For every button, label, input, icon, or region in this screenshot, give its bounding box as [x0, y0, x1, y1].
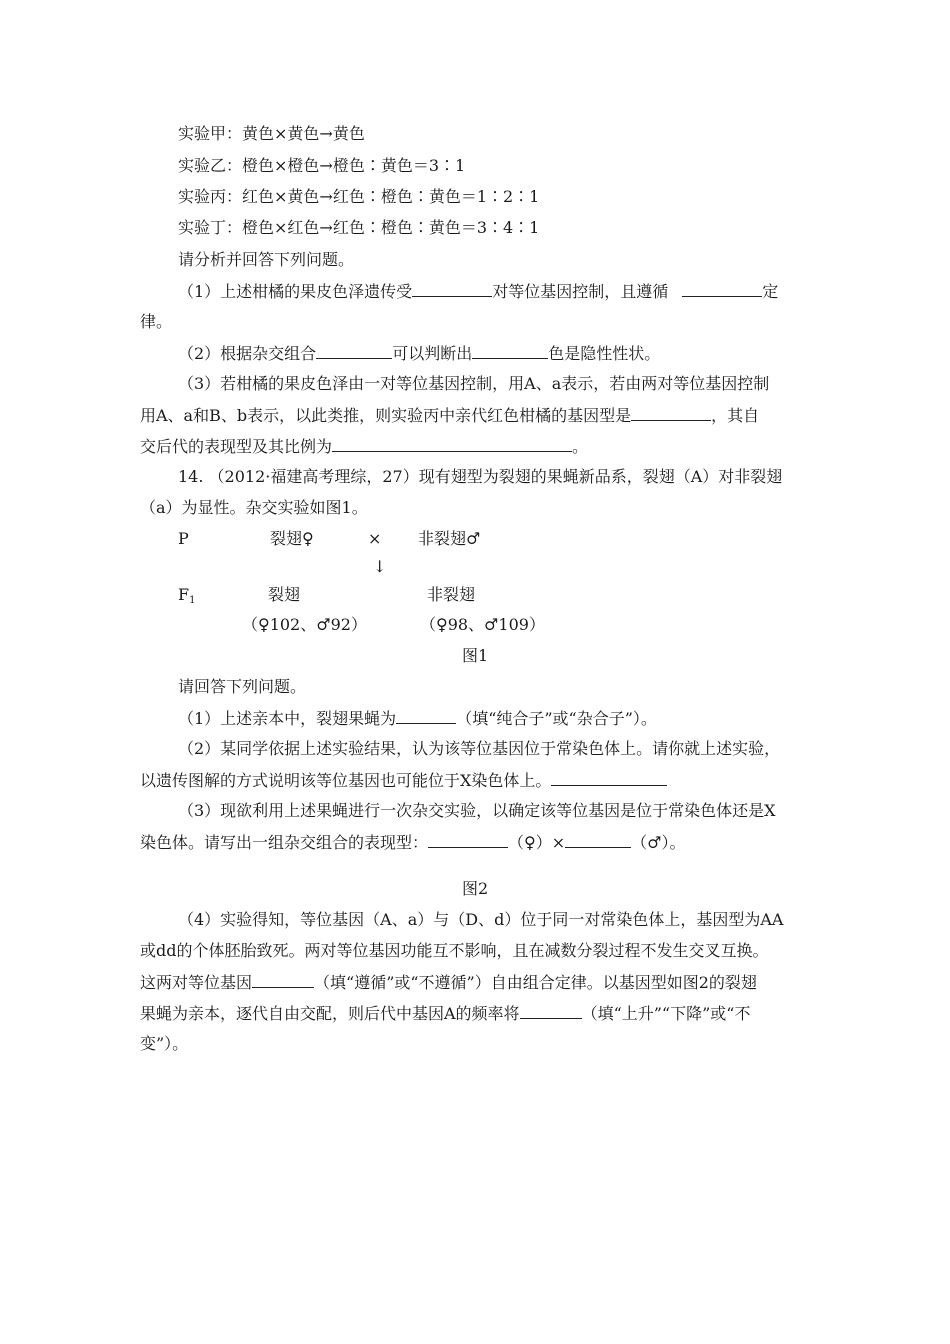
- q14-part4-line3: [140, 972, 757, 993]
- q14-line2: （a）为显性。杂交实验如图1。: [140, 498, 368, 517]
- answer-blank[interactable]: [428, 832, 508, 848]
- answer-blank[interactable]: [396, 708, 456, 724]
- q14-part4-text-d: （填“上升”“下降”或“不: [581, 1004, 751, 1023]
- answer-blank[interactable]: [332, 436, 572, 452]
- answer-blank[interactable]: [565, 832, 631, 848]
- experiment-jia: 实验甲：黄色×黄色→黄色: [178, 124, 365, 143]
- q14-part1-text-a: （1）上述亲本中，裂翅果蝇为: [178, 709, 397, 728]
- cross-f1-nonwinged: 非裂翅: [427, 585, 476, 604]
- q13-part1-text-b: 对等位基因控制，且遵循: [492, 282, 669, 301]
- q13-part3-line1: （3）若柑橘的果皮色泽由一对等位基因控制，用A、a表示，若由两对等位基因控制: [178, 374, 770, 393]
- q13-part1-text-c: 定: [762, 282, 779, 301]
- q14-part4-line4: [140, 1003, 750, 1024]
- q14-part4-text-c: 果蝇为亲本，逐代自由交配，则后代中基因A的频率将: [140, 1004, 520, 1023]
- q13-part2-text-b: 可以判断出: [392, 344, 473, 363]
- f1-letter: F: [178, 585, 190, 604]
- q14-part2-line2: [140, 770, 667, 791]
- q13-part3-text-d: 。: [572, 437, 589, 456]
- q14-part2-text: 以遗传图解的方式说明该等位基因也可能位于X染色体上。: [140, 771, 552, 790]
- answer-blank[interactable]: [252, 972, 314, 988]
- answer-blank[interactable]: [520, 1003, 582, 1019]
- cross-p-female: 裂翅♀: [270, 529, 314, 548]
- q14-part1: [178, 708, 657, 729]
- q14-part2-line1: （2）某同学依据上述实验结果，认为该等位基因位于常染色体上。请你就上述实验，: [178, 739, 781, 758]
- q14-part3-text-b: （♀）×: [508, 833, 566, 852]
- q14-part4-text-a: 这两对等位基因: [140, 973, 253, 992]
- figure1-caption: 图1: [462, 646, 489, 665]
- q14-part1-text-b: （填“纯合子”或“杂合子”）。: [456, 709, 657, 728]
- experiment-bing: 实验丙：红色×黄色→红色∶橙色∶黄色＝1∶2∶1: [178, 187, 540, 206]
- figure2-caption: 图2: [462, 879, 489, 898]
- q14-line1: 14. （2012·福建高考理综，27）现有翅型为裂翅的果蝇新品系，裂翅（A）对非裂翅: [178, 467, 783, 486]
- answer-blank[interactable]: [412, 281, 492, 297]
- cross-f1-nonwinged-counts: （♀98、♂109）: [420, 615, 545, 634]
- q13-part2-text-c: 色是隐性性状。: [548, 344, 661, 363]
- answer-blank[interactable]: [682, 281, 762, 297]
- q14-part3-line2: [140, 832, 685, 853]
- q13-part2: [178, 343, 660, 364]
- q13-part1-cont: 律。: [140, 312, 173, 331]
- q13-part3-line2: [140, 405, 759, 426]
- q14-part4-line5: 变”）。: [140, 1034, 189, 1053]
- cross-f1-winged: 裂翅: [268, 585, 301, 604]
- q14-part3-text-c: （♂）。: [631, 833, 686, 852]
- q13-part2-text-a: （2）根据杂交组合: [178, 344, 317, 363]
- answer-blank[interactable]: [472, 343, 548, 359]
- q14-prompt: 请回答下列问题。: [178, 677, 307, 696]
- q14-part3-line1: （3）现欲利用上述果蝇进行一次杂交实验，以确定该等位基因是位于常染色体还是X: [178, 801, 776, 820]
- cross-sign: ×: [368, 529, 382, 548]
- experiment-yi: 实验乙：橙色×橙色→橙色∶黄色＝3∶1: [178, 156, 466, 175]
- cross-f1-winged-counts: （♀102、♂92）: [242, 615, 367, 634]
- q13-part1-text-a: （1）上述柑橘的果皮色泽遗传受: [178, 282, 413, 301]
- q14-part4-line1: （4）实验得知，等位基因（A、a）与（D、d）位于同一对常染色体上，基因型为AA: [178, 910, 784, 929]
- answer-blank[interactable]: [551, 770, 667, 786]
- q14-part4-line2: 或dd的个体胚胎致死。两对等位基因功能互不影响，且在减数分裂过程不发生交叉互换。: [140, 941, 769, 960]
- q13-part3-text-c: 交后代的表现型及其比例为: [140, 437, 333, 456]
- q13-part1: [178, 281, 778, 302]
- answer-blank[interactable]: [316, 343, 392, 359]
- cross-p-label: P: [178, 529, 189, 548]
- q13-part3-text-a: 用A、a和B、b表示，以此类推，则实验丙中亲代红色柑橘的基因型是: [140, 406, 632, 425]
- q14-part4-text-b: （填“遵循”或“不遵循”）自由组合定律。以基因型如图2的裂翅: [314, 973, 757, 992]
- f1-subscript: 1: [189, 595, 196, 606]
- q13-part3-line3: [140, 436, 588, 457]
- q13-prompt: 请分析并回答下列问题。: [178, 250, 355, 269]
- q14-part3-text-a: 染色体。请写出一组杂交组合的表现型：: [140, 833, 429, 852]
- answer-blank[interactable]: [631, 405, 711, 421]
- cross-f1-label: [178, 585, 195, 611]
- experiment-ding: 实验丁：橙色×红色→红色∶橙色∶黄色＝3∶4∶1: [178, 218, 540, 237]
- cross-p-male: 非裂翅♂: [418, 529, 481, 548]
- cross-down-arrow-icon: ↓: [373, 557, 387, 576]
- q13-part3-text-b: ，其自: [711, 406, 760, 425]
